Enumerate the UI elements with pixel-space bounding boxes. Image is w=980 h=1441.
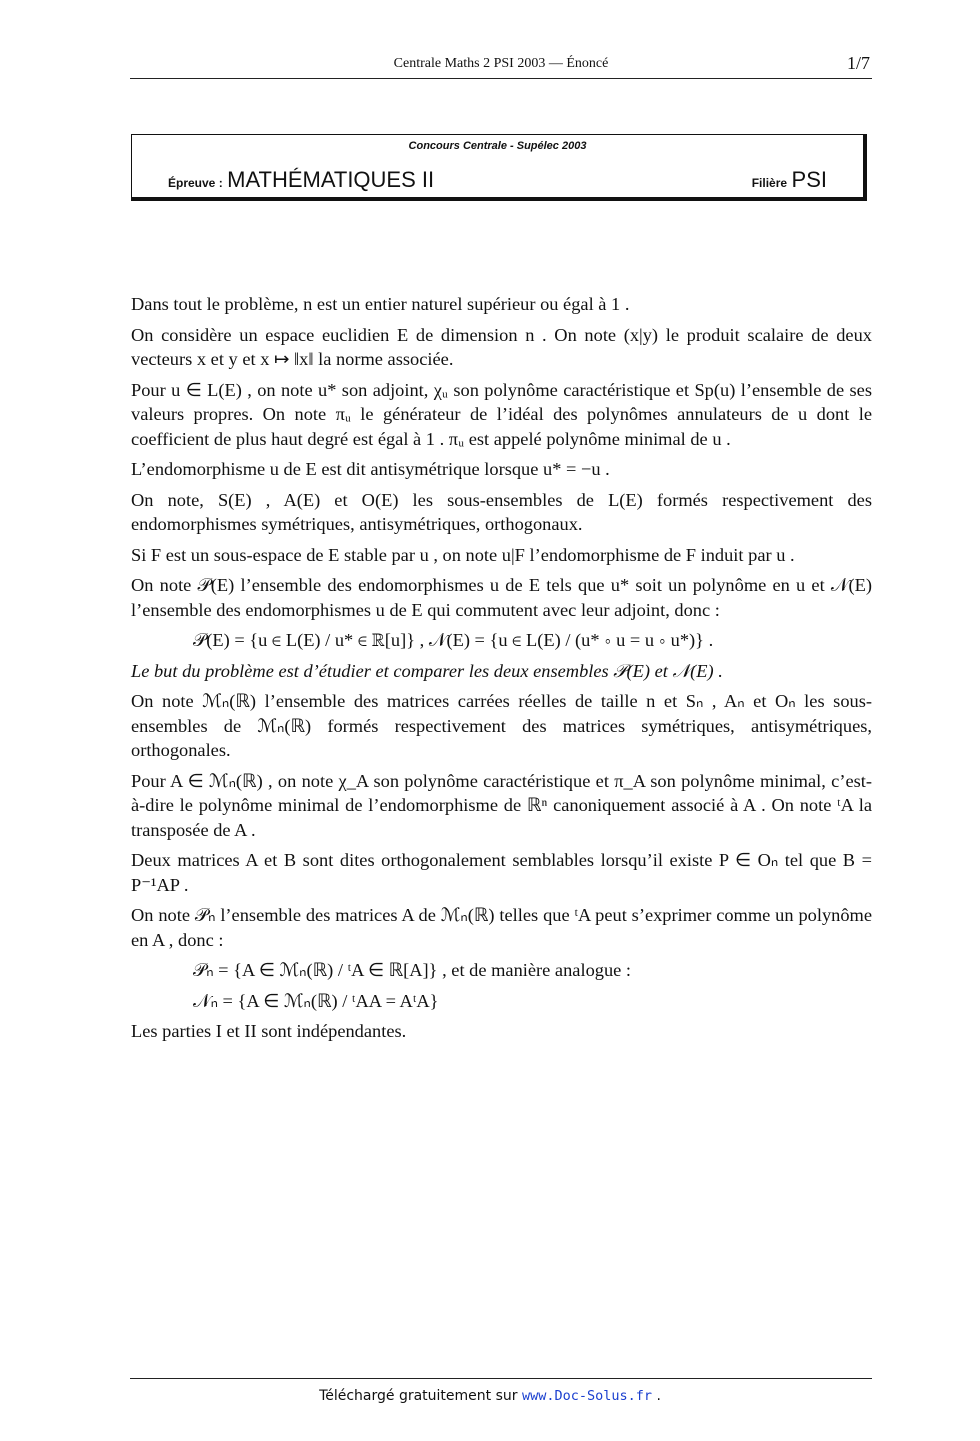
- paragraph: Pour u ∈ L(E) , on note u* son adjoint, χᵤ son polynôme caractéristique et Sp(u) l’ensemble de ses valeurs propres. On note πᵤ le générateur de l’idéal des polynômes annulateurs de u dont le coefficient de plus haut degré est égal à 1 . πᵤ est appelé polynôme minimal de u .: [131, 379, 872, 449]
- paragraph: Dans tout le problème, n est un entier naturel supérieur ou égal à 1 .: [131, 294, 630, 314]
- filiere-value: PSI: [791, 167, 827, 192]
- epreuve: [168, 167, 434, 193]
- header-title: Centrale Maths 2 PSI 2003 — Énoncé: [393, 56, 609, 71]
- footer-end: .: [652, 1388, 661, 1404]
- page-number: 1/7: [846, 53, 870, 73]
- page-header: [130, 50, 872, 79]
- paragraph: Pour A ∈ ℳₙ(ℝ) , on note χ_A son polynôme caractéristique et π_A son polynôme minimal, c’est-à-dire le polynôme minimal de l’endomorphisme de ℝⁿ canoniquement associé à A . On note ᵗA la transposée de A .: [131, 770, 872, 840]
- footer-link[interactable]: www.Doc-Solus.fr: [521, 1388, 653, 1404]
- formula: 𝒩ₙ = {A ∈ ℳₙ(ℝ) / ᵗAA = AᵗA}: [193, 990, 439, 1011]
- footer-divider: [130, 1378, 872, 1379]
- paragraph: Si F est un sous-espace de E stable par u , on note u|F l’endomorphisme de F induit par u .: [131, 544, 795, 565]
- concours-label: Concours Centrale - Supélec 2003: [408, 140, 587, 152]
- problem-goal: Le but du problème est d’étudier et comparer les deux ensembles 𝒫(E) et 𝒩(E) .: [131, 660, 723, 681]
- footer-text: Téléchargé gratuitement sur: [319, 1388, 522, 1404]
- problem-statement: [131, 292, 872, 1050]
- paragraph: On note, S(E) , A(E) et O(E) les sous-ensembles de L(E) formés respectivement des endomorphismes symétriques, antisymétriques, orthogonaux.: [131, 489, 872, 534]
- formula: 𝒫(E) = {u ∈ L(E) / u* ∈ ℝ[u]} , 𝒩(E) = {u ∈ L(E) / (u* ∘ u = u ∘ u*)} .: [193, 630, 714, 650]
- paragraph: On note 𝒫(E) l’ensemble des endomorphismes u de E tels que u* soit un polynôme en u et 𝒩(E) l’ensemble des endomorphismes u de E qui commutent avec leur adjoint, donc :: [131, 575, 872, 620]
- exam-banner: [131, 134, 867, 201]
- paragraph: On note 𝒫ₙ l’ensemble des matrices A de ℳₙ(ℝ) telles que ᵗA peut s’exprimer comme un polynôme en A , donc :: [131, 905, 872, 950]
- filiere-label: Filière: [751, 176, 788, 190]
- paragraph: On note ℳₙ(ℝ) l’ensemble des matrices carrées réelles de taille n et Sₙ , Aₙ et Oₙ les sous-ensembles de ℳₙ(ℝ) formés respectivement des matrices symétriques, antisymétriques, orthogonales.: [131, 691, 872, 760]
- epreuve-label: Épreuve :: [168, 176, 223, 190]
- formula: 𝒫ₙ = {A ∈ ℳₙ(ℝ) / ᵗA ∈ ℝ[A]} , et de manière analogue :: [193, 960, 632, 980]
- paragraph: On considère un espace euclidien E de dimension n . On note (x|y) le produit scalaire de deux vecteurs x et y et x ↦ ‖x‖ la norme associée.: [131, 324, 872, 369]
- paragraph: Les parties I et II sont indépendantes.: [131, 1021, 407, 1041]
- page-footer: [0, 1388, 980, 1404]
- epreuve-value: MATHÉMATIQUES II: [227, 167, 435, 192]
- filiere: [752, 167, 827, 193]
- paragraph: Deux matrices A et B sont dites orthogonalement semblables lorsqu’il existe P ∈ Oₙ tel que B = P⁻¹AP .: [131, 850, 872, 895]
- paragraph: L’endomorphisme u de E est dit antisymétrique lorsque u* = −u .: [131, 459, 610, 479]
